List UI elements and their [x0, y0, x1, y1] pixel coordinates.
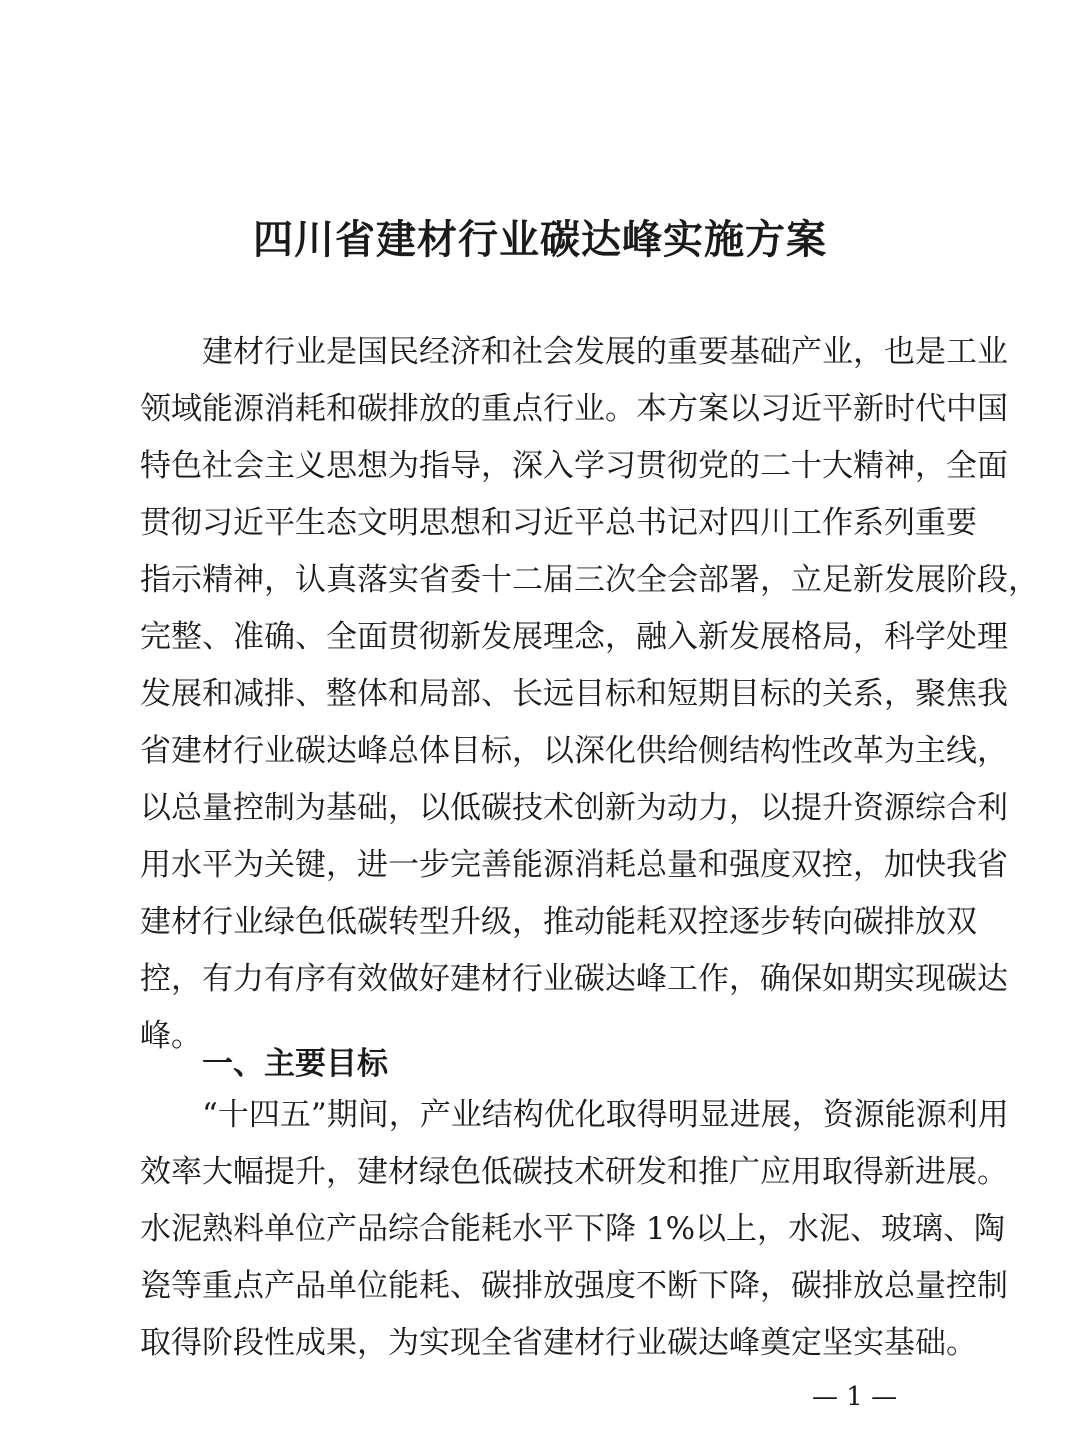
paragraph-line: 省建材行业碳达峰总体目标，以深化供给侧结构性改革为主线， [140, 733, 1008, 769]
paragraph-line: 建材行业绿色低碳转型升级，推动能耗双控逐步转向碳排放双 [140, 904, 977, 940]
paragraph-line: 贯彻习近平生态文明思想和习近平总书记对四川工作系列重要 [140, 505, 977, 541]
paragraph-line: 效率大幅提升，建材绿色低碳技术研发和推广应用取得新进展。 [140, 1154, 1008, 1190]
paragraph-line: 水泥熟料单位产品综合能耗水平下降 1%以上，水泥、玻璃、陶 [140, 1211, 1006, 1247]
document-title: 四川省建材行业碳达峰实施方案 [253, 216, 827, 263]
paragraph-line: 发展和减排、整体和局部、长远目标和短期目标的关系，聚焦我 [140, 676, 1008, 712]
paragraph-line: “十四五”期间，产业结构优化取得明显进展，资源能源利用 [202, 1097, 1009, 1133]
paragraph-line: 控，有力有序有效做好建材行业碳达峰工作，确保如期实现碳达 [140, 961, 1008, 997]
intro-paragraph [140, 324, 1039, 1065]
paragraph-line: 瓷等重点产品单位能耗、碳排放强度不断下降，碳排放总量控制 [140, 1268, 1008, 1304]
paragraph-line: 用水平为关键，进一步完善能源消耗总量和强度双控，加快我省 [140, 847, 1008, 883]
paragraph-line: 取得阶段性成果，为实现全省建材行业碳达峰奠定坚实基础。 [140, 1325, 977, 1361]
paragraph-line: 以总量控制为基础，以低碳技术创新为动力，以提升资源综合利 [140, 790, 1008, 826]
section-heading: 一、主要目标 [202, 1046, 388, 1082]
paragraph-line: 峰。 [140, 1018, 202, 1054]
page-number: — 1 — [812, 1382, 898, 1412]
paragraph-line: 指示精神，认真落实省委十二届三次全会部署，立足新发展阶段， [140, 562, 1039, 598]
paragraph-line: 建材行业是国民经济和社会发展的重要基础产业，也是工业 [202, 334, 1008, 370]
paragraph-line: 领域能源消耗和碳排放的重点行业。本方案以习近平新时代中国 [140, 391, 1008, 427]
paragraph-line: 完整、准确、全面贯彻新发展理念，融入新发展格局，科学处理 [140, 619, 1008, 655]
goals-paragraph [140, 1087, 1009, 1372]
paragraph-line: 特色社会主义思想为指导，深入学习贯彻党的二十大精神，全面 [140, 448, 1008, 484]
